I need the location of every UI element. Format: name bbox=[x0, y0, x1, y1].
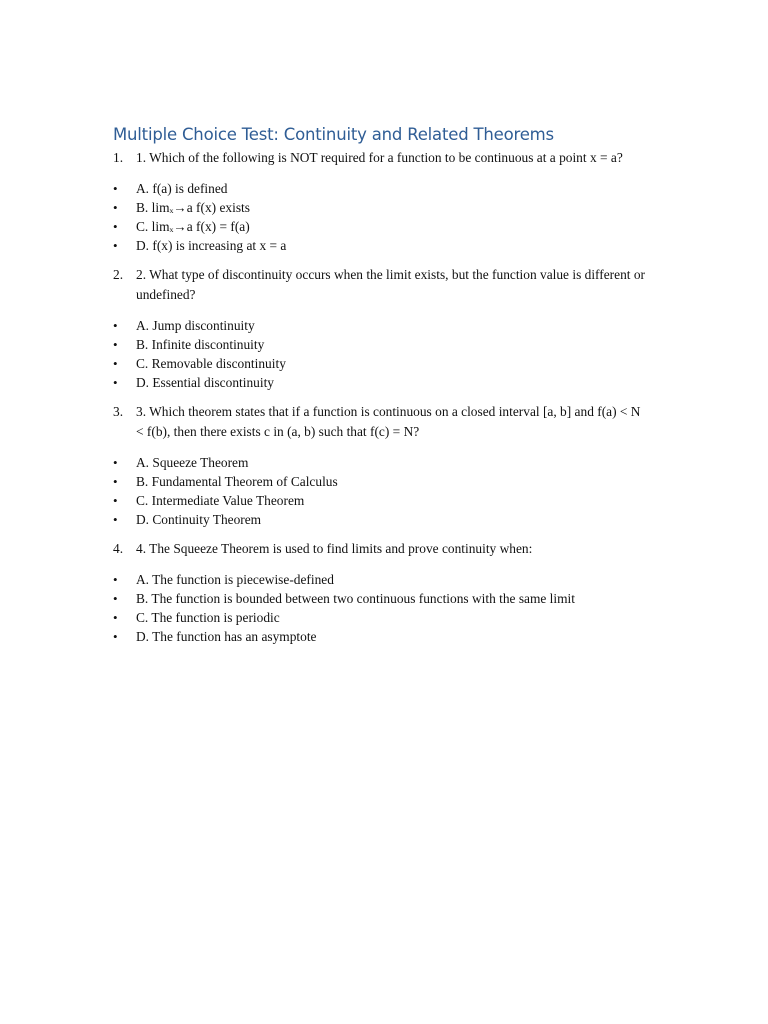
options-list-3 bbox=[113, 453, 648, 529]
question-number: 1. bbox=[113, 150, 124, 165]
option-item bbox=[113, 570, 648, 589]
option-text: C. limₓ→a f(x) = f(a) bbox=[136, 219, 250, 234]
bullet-icon: • bbox=[113, 238, 118, 253]
option-item bbox=[113, 179, 648, 198]
question-number: 3. bbox=[113, 404, 124, 419]
option-item bbox=[113, 608, 648, 627]
bullet-icon: • bbox=[113, 493, 118, 508]
question-text: 3. Which theorem states that if a function is continuous on a closed interval [a, b] and f(a) < N < f(b), then there exists c in (a, b) such that f(c) = N? bbox=[136, 404, 641, 439]
bullet-icon: • bbox=[113, 610, 118, 625]
option-text: C. Removable discontinuity bbox=[136, 356, 286, 371]
option-text: A. f(a) is defined bbox=[136, 181, 228, 196]
option-item bbox=[113, 373, 648, 392]
bullet-icon: • bbox=[113, 356, 118, 371]
option-item bbox=[113, 491, 648, 510]
bullet-icon: • bbox=[113, 474, 118, 489]
option-text: A. Squeeze Theorem bbox=[136, 455, 249, 470]
question-text: 1. Which of the following is NOT required for a function to be continuous at a point x = a? bbox=[136, 150, 623, 165]
option-item bbox=[113, 472, 648, 491]
options-list-4 bbox=[113, 570, 648, 646]
option-item bbox=[113, 335, 648, 354]
question-text: 4. The Squeeze Theorem is used to find limits and prove continuity when: bbox=[136, 541, 533, 556]
bullet-icon: • bbox=[113, 200, 118, 215]
document-title: Multiple Choice Test: Continuity and Related Theorems bbox=[113, 125, 554, 144]
question-3 bbox=[113, 402, 648, 442]
option-item bbox=[113, 316, 648, 335]
question-number: 4. bbox=[113, 541, 124, 556]
question-4 bbox=[113, 539, 648, 559]
option-item bbox=[113, 354, 648, 373]
option-text: D. The function has an asymptote bbox=[136, 629, 317, 644]
question-2 bbox=[113, 265, 648, 305]
bullet-icon: • bbox=[113, 181, 118, 196]
bullet-icon: • bbox=[113, 219, 118, 234]
option-item bbox=[113, 236, 648, 255]
bullet-icon: • bbox=[113, 591, 118, 606]
option-item bbox=[113, 453, 648, 472]
option-item bbox=[113, 627, 648, 646]
option-item bbox=[113, 510, 648, 529]
bullet-icon: • bbox=[113, 455, 118, 470]
bullet-icon: • bbox=[113, 572, 118, 587]
document-body bbox=[113, 125, 648, 656]
option-text: B. Infinite discontinuity bbox=[136, 337, 265, 352]
option-text: D. f(x) is increasing at x = a bbox=[136, 238, 287, 253]
bullet-icon: • bbox=[113, 337, 118, 352]
option-text: A. The function is piecewise-defined bbox=[136, 572, 334, 587]
option-item bbox=[113, 217, 648, 236]
option-text: B. The function is bounded between two continuous functions with the same limit bbox=[136, 591, 575, 606]
option-text: D. Continuity Theorem bbox=[136, 512, 262, 527]
bullet-icon: • bbox=[113, 375, 118, 390]
question-1 bbox=[113, 148, 648, 168]
options-list-1 bbox=[113, 179, 648, 255]
options-list-2 bbox=[113, 316, 648, 392]
option-text: C. Intermediate Value Theorem bbox=[136, 493, 305, 508]
bullet-icon: • bbox=[113, 318, 118, 333]
option-item bbox=[113, 589, 648, 608]
bullet-icon: • bbox=[113, 629, 118, 644]
option-text: B. limₓ→a f(x) exists bbox=[136, 200, 250, 215]
option-text: A. Jump discontinuity bbox=[136, 318, 255, 333]
question-text: 2. What type of discontinuity occurs when the limit exists, but the function value is different or undefined? bbox=[136, 267, 645, 302]
option-text: D. Essential discontinuity bbox=[136, 375, 274, 390]
option-text: C. The function is periodic bbox=[136, 610, 280, 625]
bullet-icon: • bbox=[113, 512, 118, 527]
option-item bbox=[113, 198, 648, 217]
question-number: 2. bbox=[113, 267, 124, 282]
option-text: B. Fundamental Theorem of Calculus bbox=[136, 474, 338, 489]
